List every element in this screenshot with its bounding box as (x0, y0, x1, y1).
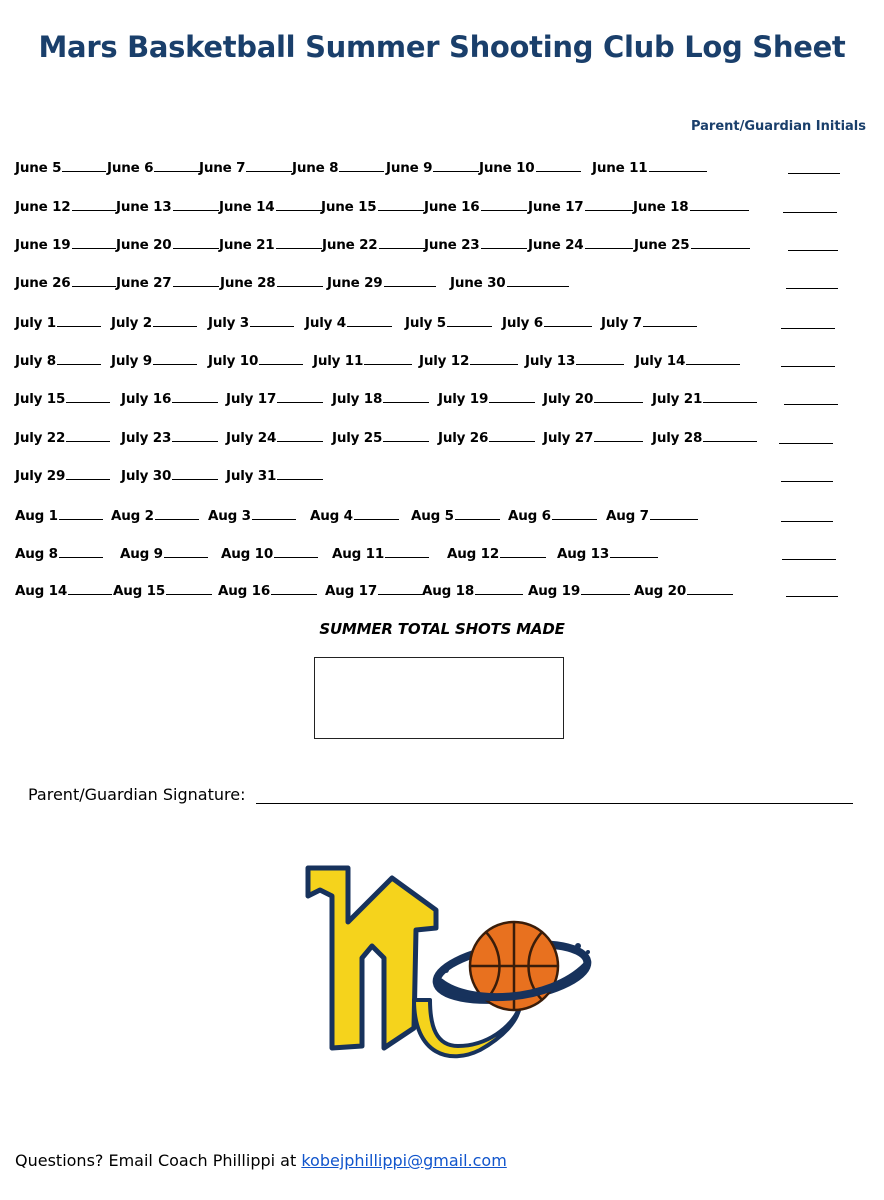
day-entry[interactable] (438, 388, 535, 407)
day-entry[interactable] (633, 196, 749, 215)
day-label: Aug 3 (208, 508, 251, 524)
day-entry[interactable] (121, 388, 218, 407)
shots-blank-line[interactable] (153, 312, 197, 327)
day-entry[interactable] (322, 234, 425, 253)
day-entry[interactable] (208, 350, 303, 369)
day-label: July 7 (601, 315, 642, 331)
shots-blank-line[interactable] (339, 157, 384, 172)
day-entry[interactable] (422, 580, 523, 599)
day-entry[interactable] (419, 350, 518, 369)
shots-blank-line[interactable] (173, 234, 219, 249)
day-entry[interactable] (502, 312, 592, 331)
day-entry[interactable] (634, 580, 733, 599)
shots-blank-line[interactable] (72, 196, 116, 211)
day-entry[interactable] (15, 312, 101, 331)
day-label: July 3 (208, 315, 249, 331)
shots-blank-line[interactable] (173, 196, 219, 211)
day-entry[interactable] (226, 465, 323, 484)
day-label: July 22 (15, 430, 66, 446)
day-label: July 4 (305, 315, 346, 331)
shots-blank-line[interactable] (691, 234, 750, 249)
day-entry[interactable] (220, 272, 323, 291)
day-entry[interactable] (652, 388, 757, 407)
day-entry[interactable] (543, 427, 643, 446)
day-label: Aug 5 (411, 508, 454, 524)
log-row (0, 157, 884, 179)
shots-blank-line[interactable] (455, 505, 500, 520)
shots-blank-line[interactable] (576, 350, 624, 365)
shots-blank-line[interactable] (172, 388, 218, 403)
day-label: Aug 10 (221, 546, 274, 562)
day-label: Aug 15 (113, 583, 166, 599)
day-label: Aug 9 (120, 546, 163, 562)
day-label: July 1 (15, 315, 56, 331)
day-label: July 24 (226, 430, 277, 446)
signature-line[interactable] (256, 789, 853, 804)
shots-blank-line[interactable] (276, 234, 322, 249)
initials-blank-line[interactable] (781, 505, 833, 522)
day-entry[interactable] (113, 580, 212, 599)
shots-blank-line[interactable] (379, 234, 425, 249)
shots-blank-line[interactable] (173, 272, 219, 287)
shots-blank-line[interactable] (690, 196, 749, 211)
shots-blank-line[interactable] (277, 427, 323, 442)
summer-total-label: SUMMER TOTAL SHOTS MADE (319, 620, 565, 638)
day-entry[interactable] (111, 312, 197, 331)
shots-blank-line[interactable] (552, 505, 597, 520)
shots-blank-line[interactable] (481, 196, 527, 211)
initials-blank-line[interactable] (784, 388, 838, 405)
shots-blank-line[interactable] (686, 350, 740, 365)
day-label: Aug 1 (15, 508, 58, 524)
shots-blank-line[interactable] (250, 312, 294, 327)
day-entry[interactable] (405, 312, 492, 331)
day-label: June 17 (528, 199, 584, 215)
log-row (0, 272, 884, 294)
day-entry[interactable] (325, 580, 423, 599)
shots-blank-line[interactable] (62, 157, 106, 172)
day-entry[interactable] (111, 505, 199, 524)
day-label: June 20 (116, 237, 172, 253)
day-label: July 9 (111, 353, 152, 369)
day-label: June 11 (592, 160, 648, 176)
day-label: June 27 (116, 275, 172, 291)
shots-blank-line[interactable] (72, 272, 116, 287)
initials-blank-line[interactable] (779, 427, 833, 444)
initials-blank-line[interactable] (788, 234, 838, 251)
day-entry[interactable] (479, 157, 581, 176)
day-entry[interactable] (15, 580, 112, 599)
day-entry[interactable] (121, 465, 218, 484)
shots-blank-line[interactable] (276, 196, 322, 211)
page-title: Mars Basketball Summer Shooting Club Log Sheet (38, 30, 846, 64)
day-label: July 27 (543, 430, 594, 446)
day-label: July 2 (111, 315, 152, 331)
day-label: July 28 (652, 430, 703, 446)
day-label: June 5 (15, 160, 62, 176)
shots-blank-line[interactable] (536, 157, 581, 172)
initials-blank-line[interactable] (786, 272, 838, 289)
day-label: July 19 (438, 391, 489, 407)
shots-blank-line[interactable] (246, 157, 292, 172)
day-label: July 25 (332, 430, 383, 446)
day-label: Aug 6 (508, 508, 551, 524)
day-label: July 20 (543, 391, 594, 407)
shots-blank-line[interactable] (259, 350, 303, 365)
shots-blank-line[interactable] (581, 580, 630, 595)
shots-blank-line[interactable] (703, 427, 757, 442)
shots-blank-line[interactable] (57, 312, 101, 327)
shots-blank-line[interactable] (354, 505, 399, 520)
shots-blank-line[interactable] (72, 234, 116, 249)
day-label: July 15 (15, 391, 66, 407)
shots-blank-line[interactable] (154, 157, 201, 172)
day-entry[interactable] (218, 580, 317, 599)
day-entry[interactable] (411, 505, 500, 524)
day-label: July 18 (332, 391, 383, 407)
day-label: June 18 (633, 199, 689, 215)
day-entry[interactable] (447, 543, 546, 562)
day-entry[interactable] (634, 234, 750, 253)
day-label: June 29 (327, 275, 383, 291)
initials-blank-line[interactable] (781, 312, 835, 329)
day-entry[interactable] (208, 505, 296, 524)
day-label: Aug 14 (15, 583, 68, 599)
shots-blank-line[interactable] (155, 505, 199, 520)
day-entry[interactable] (15, 350, 101, 369)
day-label: June 30 (450, 275, 506, 291)
day-entry[interactable] (15, 465, 110, 484)
day-entry[interactable] (606, 505, 698, 524)
day-entry[interactable] (557, 543, 658, 562)
day-entry[interactable] (292, 157, 384, 176)
day-label: June 25 (634, 237, 690, 253)
day-label: July 14 (635, 353, 686, 369)
day-entry[interactable] (327, 272, 436, 291)
shots-blank-line[interactable] (585, 196, 633, 211)
day-entry[interactable] (116, 196, 219, 215)
day-entry[interactable] (116, 234, 219, 253)
log-row (0, 465, 884, 487)
day-entry[interactable] (221, 543, 318, 562)
signature-label: Parent/Guardian Signature: (28, 785, 246, 804)
day-entry[interactable] (635, 350, 740, 369)
initials-blank-line[interactable] (781, 465, 833, 482)
initials-column-header: Parent/Guardian Initials (690, 119, 866, 134)
day-label: June 12 (15, 199, 71, 215)
day-entry[interactable] (332, 388, 429, 407)
day-entry[interactable] (528, 580, 630, 599)
day-entry[interactable] (543, 388, 643, 407)
day-label: July 30 (121, 468, 172, 484)
day-entry[interactable] (15, 388, 110, 407)
day-label: July 8 (15, 353, 56, 369)
shots-blank-line[interactable] (643, 312, 697, 327)
day-entry[interactable] (15, 427, 110, 446)
shots-blank-line[interactable] (610, 543, 658, 558)
log-row (0, 388, 884, 410)
day-entry[interactable] (332, 543, 429, 562)
day-entry[interactable] (424, 196, 527, 215)
day-entry[interactable] (310, 505, 399, 524)
day-label: June 10 (479, 160, 535, 176)
shots-blank-line[interactable] (594, 388, 643, 403)
shots-blank-line[interactable] (585, 234, 633, 249)
day-label: Aug 19 (528, 583, 581, 599)
shots-blank-line[interactable] (385, 543, 429, 558)
shots-blank-line[interactable] (57, 350, 101, 365)
log-row (0, 234, 884, 256)
day-label: June 26 (15, 275, 71, 291)
shots-blank-line[interactable] (172, 427, 218, 442)
initials-blank-line[interactable] (788, 157, 840, 174)
day-label: June 14 (219, 199, 275, 215)
log-row (0, 196, 884, 218)
day-entry[interactable] (219, 234, 322, 253)
shots-blank-line[interactable] (378, 580, 423, 595)
day-entry[interactable] (107, 157, 201, 176)
day-label: Aug 16 (218, 583, 271, 599)
shots-blank-line[interactable] (447, 312, 492, 327)
initials-blank-line[interactable] (781, 350, 835, 367)
initials-blank-line[interactable] (786, 580, 838, 597)
day-entry[interactable] (120, 543, 208, 562)
day-label: July 23 (121, 430, 172, 446)
log-row (0, 350, 884, 372)
shots-blank-line[interactable] (271, 580, 317, 595)
shots-blank-line[interactable] (277, 388, 323, 403)
shots-blank-line[interactable] (59, 505, 103, 520)
day-entry[interactable] (313, 350, 412, 369)
day-entry[interactable] (121, 427, 218, 446)
log-row (0, 543, 884, 565)
day-label: June 19 (15, 237, 71, 253)
day-label: July 10 (208, 353, 259, 369)
day-entry[interactable] (15, 157, 106, 176)
day-entry[interactable] (528, 196, 633, 215)
shots-blank-line[interactable] (433, 157, 479, 172)
day-entry[interactable] (332, 427, 429, 446)
day-entry[interactable] (305, 312, 392, 331)
day-label: Aug 7 (606, 508, 649, 524)
shots-blank-line[interactable] (594, 427, 643, 442)
day-entry[interactable] (15, 543, 103, 562)
shots-blank-line[interactable] (703, 388, 757, 403)
day-label: June 21 (219, 237, 275, 253)
shots-blank-line[interactable] (59, 543, 103, 558)
shots-blank-line[interactable] (277, 465, 323, 480)
summer-total-box[interactable] (314, 657, 564, 739)
day-label: July 31 (226, 468, 277, 484)
day-label: June 6 (107, 160, 154, 176)
day-label: June 23 (424, 237, 480, 253)
shots-blank-line[interactable] (166, 580, 212, 595)
footer-text: Questions? Email Coach Phillippi at (15, 1151, 297, 1170)
day-label: July 12 (419, 353, 470, 369)
day-entry[interactable] (386, 157, 479, 176)
shots-blank-line[interactable] (649, 157, 707, 172)
day-entry[interactable] (592, 157, 707, 176)
day-entry[interactable] (226, 427, 323, 446)
shots-blank-line[interactable] (364, 350, 412, 365)
day-label: Aug 2 (111, 508, 154, 524)
day-label: June 7 (199, 160, 246, 176)
day-label: June 28 (220, 275, 276, 291)
log-row (0, 505, 884, 527)
shots-blank-line[interactable] (274, 543, 318, 558)
day-label: June 16 (424, 199, 480, 215)
shots-blank-line[interactable] (66, 427, 110, 442)
day-entry[interactable] (199, 157, 292, 176)
shots-blank-line[interactable] (66, 388, 110, 403)
mars-logo-icon (290, 850, 610, 1090)
day-label: July 16 (121, 391, 172, 407)
day-entry[interactable] (15, 505, 103, 524)
log-row (0, 312, 884, 334)
day-entry[interactable] (525, 350, 624, 369)
shots-blank-line[interactable] (687, 580, 733, 595)
shots-blank-line[interactable] (347, 312, 392, 327)
day-entry[interactable] (508, 505, 597, 524)
day-label: Aug 18 (422, 583, 475, 599)
day-label: July 17 (226, 391, 277, 407)
day-entry[interactable] (226, 388, 323, 407)
day-label: July 5 (405, 315, 446, 331)
shots-blank-line[interactable] (489, 427, 535, 442)
shots-blank-line[interactable] (507, 272, 569, 287)
day-label: Aug 12 (447, 546, 500, 562)
day-label: July 13 (525, 353, 576, 369)
day-label: June 9 (386, 160, 433, 176)
initials-blank-line[interactable] (782, 543, 836, 560)
shots-blank-line[interactable] (153, 350, 197, 365)
day-label: Aug 17 (325, 583, 378, 599)
day-entry[interactable] (652, 427, 757, 446)
shots-blank-line[interactable] (383, 388, 429, 403)
shots-blank-line[interactable] (650, 505, 698, 520)
day-label: July 29 (15, 468, 66, 484)
shots-blank-line[interactable] (383, 427, 429, 442)
day-entry[interactable] (450, 272, 569, 291)
log-row (0, 580, 884, 602)
shots-blank-line[interactable] (500, 543, 546, 558)
day-label: June 13 (116, 199, 172, 215)
day-label: June 24 (528, 237, 584, 253)
shots-blank-line[interactable] (172, 465, 218, 480)
shots-blank-line[interactable] (384, 272, 436, 287)
day-entry[interactable] (424, 234, 527, 253)
coach-email-link[interactable]: kobejphillippi@gmail.com (301, 1151, 507, 1170)
shots-blank-line[interactable] (470, 350, 518, 365)
day-label: Aug 13 (557, 546, 610, 562)
day-label: July 26 (438, 430, 489, 446)
shots-blank-line[interactable] (481, 234, 527, 249)
day-label: July 11 (313, 353, 364, 369)
day-label: June 8 (292, 160, 339, 176)
shots-blank-line[interactable] (252, 505, 296, 520)
day-label: Aug 8 (15, 546, 58, 562)
shots-blank-line[interactable] (378, 196, 424, 211)
day-entry[interactable] (438, 427, 535, 446)
day-label: Aug 11 (332, 546, 385, 562)
day-label: Aug 20 (634, 583, 687, 599)
shots-blank-line[interactable] (66, 465, 110, 480)
day-entry[interactable] (528, 234, 633, 253)
shots-blank-line[interactable] (475, 580, 523, 595)
day-entry[interactable] (111, 350, 197, 369)
day-entry[interactable] (601, 312, 697, 331)
initials-blank-line[interactable] (783, 196, 837, 213)
day-entry[interactable] (116, 272, 219, 291)
shots-blank-line[interactable] (489, 388, 535, 403)
day-entry[interactable] (15, 272, 116, 291)
footer-contact (15, 1151, 507, 1170)
day-label: July 21 (652, 391, 703, 407)
day-entry[interactable] (15, 196, 116, 215)
day-entry[interactable] (15, 234, 116, 253)
day-label: Aug 4 (310, 508, 353, 524)
day-entry[interactable] (219, 196, 322, 215)
shots-blank-line[interactable] (164, 543, 208, 558)
day-entry[interactable] (321, 196, 424, 215)
shots-blank-line[interactable] (68, 580, 112, 595)
day-entry[interactable] (208, 312, 294, 331)
log-row (0, 427, 884, 449)
shots-blank-line[interactable] (544, 312, 592, 327)
shots-blank-line[interactable] (277, 272, 323, 287)
day-label: June 22 (322, 237, 378, 253)
day-label: June 15 (321, 199, 377, 215)
day-label: July 6 (502, 315, 543, 331)
